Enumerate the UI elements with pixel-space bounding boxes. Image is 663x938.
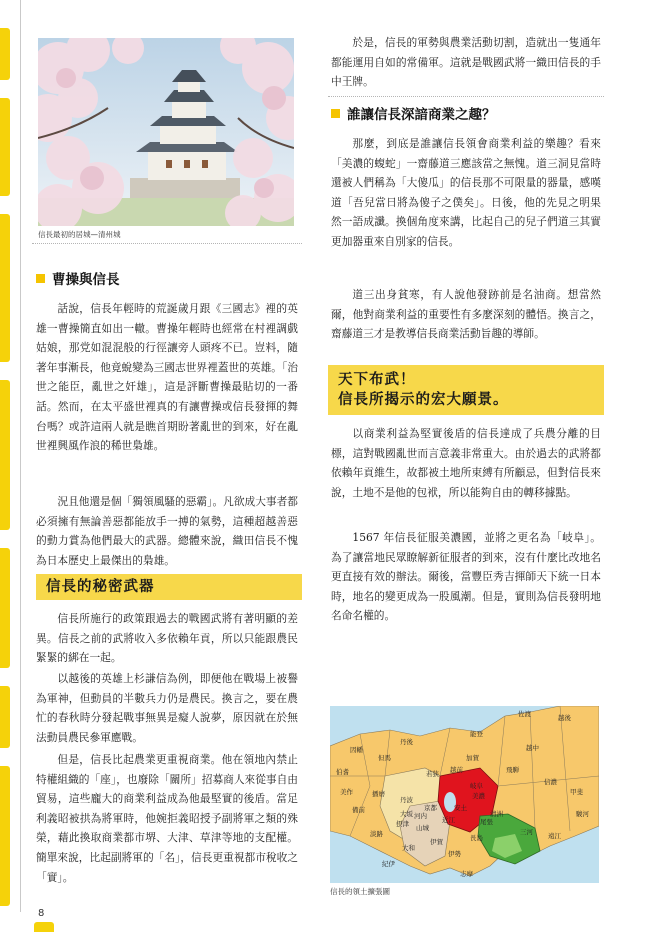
map-label: 越中	[526, 744, 539, 752]
photo-caption: 信長最初的居城—清州城	[38, 230, 121, 239]
page-tab	[0, 766, 10, 906]
paragraph: 以商業利益為堅實後盾的信長達成了兵農分離的目標，這對戰國亂世而言意義非常重大。由於過去的武將都依賴年貢維生，故都被土地所束縛有所顧忌，但對信長來說，土地不是他的包袱，所以能夠自由的轉移據點。	[331, 427, 601, 499]
map-label: 因幡	[350, 746, 363, 754]
map-label: 紀伊	[382, 860, 395, 868]
territory-map	[330, 706, 599, 883]
map-label: 美濃	[472, 792, 485, 800]
divider	[328, 96, 604, 97]
paragraph: 1567 年信長征服美濃國，並將之更名為「岐阜」。為了讓當地民眾瞭解新征服者的到來，沒有什麼比改地名更直接有效的辦法。爾後，當豐臣秀吉揮師天下統一日本時，地名的變更成為一股風潮。但是，實則為信長發明地名命名權的。	[331, 531, 601, 623]
map-label: 伊勢	[448, 850, 461, 858]
map-label: 遠江	[548, 832, 561, 840]
map-label: 甲斐	[570, 788, 583, 796]
paragraph: 那麼，到底是誰讓信長領會商業利益的樂趣？看來「美濃的蝮蛇」一齋藤道三應該當之無愧。道三洞見當時還被人們稱為「大傻瓜」的信長那不可限量的器量，感嘆道「吾兒當日將為傻子之僕矣」。日後，他的先見之明果然一語成讖。換個角度來講，比起自己的兒子們道三其實更加器重來自別家的信長。	[331, 137, 601, 248]
page-tab	[0, 98, 10, 196]
paragraph: 以越後的英雄上杉謙信為例，即便他在戰場上被譽為軍神，但動員的半數兵力仍是農民。換言之，要在農忙的春秋時分發起戰事無異是癡人說夢，原因就在於無法動員農民參軍應戰。	[36, 672, 298, 744]
map-label: 伯耆	[336, 768, 349, 776]
page-tab	[0, 686, 10, 748]
divider	[32, 243, 302, 244]
map-label: 安土	[454, 804, 467, 812]
map-label: 加賀	[466, 754, 479, 762]
map-label: 山城	[416, 824, 429, 832]
page-foot-tab	[34, 922, 54, 932]
map-label: 近江	[442, 816, 455, 824]
page-tab	[0, 380, 10, 530]
map-label: 能登	[470, 730, 483, 738]
map-label: 京都	[424, 804, 437, 812]
map-label: 岐阜	[470, 782, 483, 790]
map-label: 摂津	[396, 820, 409, 828]
margin-rule	[20, 0, 21, 912]
heading-who-taught: 誰讓信長深諳商業之趣？	[331, 103, 496, 123]
square-bullet-icon	[331, 109, 340, 118]
map-label: 駿河	[576, 810, 589, 818]
map-label: 備前	[352, 806, 365, 814]
map-label: 尾張	[480, 818, 493, 826]
map-label: 大坂	[400, 810, 413, 818]
paragraph: 於是，信長的軍勢與農業活動切割，造就出一隻通年都能運用自如的常備軍。這就是戰國武將一織田信長的手中王牌。	[331, 36, 601, 89]
heading-secret-weapon: 信長的秘密武器	[36, 574, 302, 600]
paragraph: 況且他還是個「獨領風騷的惡霸」。凡欲成大事者都必須擁有無論善惡都能放手一搏的氣勢，這種超越善惡的動力賞為他們最大的武器。總體來說，織田信長不愧為日本歷史上最傑出的梟雄。	[36, 495, 298, 567]
map-label: 清洲	[490, 810, 503, 818]
paragraph: 信長所施行的政策跟過去的戰國武將有著明顯的差異。信長之前的武將收入多依賴年貢，所以只能跟農民緊緊的綁在一起。	[36, 612, 298, 665]
page-tab	[0, 28, 10, 80]
map-label: 但馬	[378, 754, 391, 762]
paragraph: 道三出身貧寒，有人說他發跡前是名油商。想當然爾，他對商業利益的重要性有多麼深刻的體悟。換言之，齋藤道三才是教導信長商業活動旨趣的導師。	[331, 288, 601, 341]
page-number: 8	[38, 908, 45, 919]
heading-tenka-fubu: 天下布武！ 信長所揭示的宏大願景。	[328, 365, 604, 415]
map-label: 若狭	[426, 770, 439, 778]
map-label: 志摩	[460, 870, 473, 878]
map-label: 越前	[450, 766, 463, 774]
page-tab	[0, 214, 10, 362]
map-label: 飛騨	[506, 766, 519, 774]
map-caption: 信長的領土擴張圖	[330, 887, 390, 896]
map-label: 信濃	[544, 778, 557, 786]
map-label: 播磨	[372, 790, 385, 798]
map-label: 淡路	[370, 830, 383, 838]
page-tab	[0, 548, 10, 668]
map-label: 三河	[520, 828, 533, 836]
heading-cao-cao: 曹操與信長	[36, 268, 120, 288]
map-label: 長島	[470, 834, 483, 842]
paragraph: 話說，信長年輕時的荒誕歲月跟《三國志》裡的英雄一曹操簡直如出一轍。曹操年輕時也經常在村裡調戲姑娘，那党如混混般的行徑讓旁人頭疼不已。豈料，隨著年事漸長，他竟蛻變為三國志世界裡蓋世的英雄。「治世之能臣，亂世之奸雄」，這是評斷曹操最貼切的一番話。然而，在太平盛世裡真的有讓曹操或信長發揮的舞台嗎？或許這兩人就是瞧首期盼著亂世的到來，好在亂世裡興風作浪的稀世梟雄。	[36, 302, 298, 453]
map-label: 河内	[414, 812, 427, 820]
map-label: 伊賀	[430, 838, 443, 846]
map-label: 佐渡	[518, 710, 531, 718]
map-label: 美作	[340, 788, 353, 796]
castle-photo	[38, 38, 294, 226]
paragraph: 但是，信長比起農業更重視商業。他在領地內禁止特權組織的「座」，也廢除「關所」招募商人來從事自由貿易，這些龐大的商業利益成為他最堅實的後盾。當足利義昭被拱為將軍時，他婉拒義昭授予副將軍之類的殊榮，藉此換取商業都市堺、大津、草津等地的支配權。簡單來說，比起副將軍的「名」，信長更重視都市稅收之「實」。	[36, 753, 298, 884]
map-label: 丹後	[400, 738, 413, 746]
square-bullet-icon	[36, 274, 45, 283]
map-label: 大和	[402, 844, 415, 852]
map-label: 丹波	[400, 796, 413, 804]
map-label: 越後	[558, 714, 571, 722]
